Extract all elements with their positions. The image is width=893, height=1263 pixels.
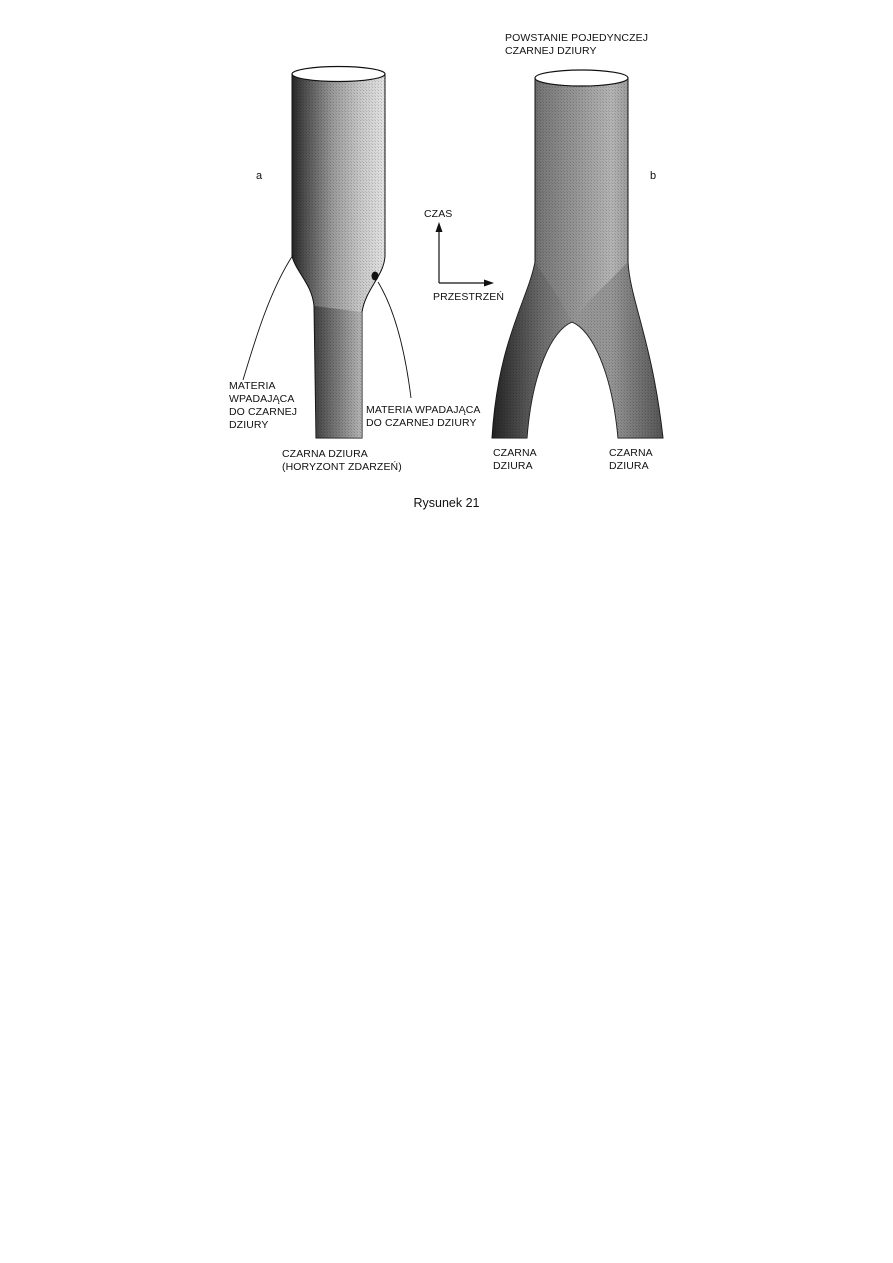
panel-b-letter: b [650, 170, 657, 182]
panel-a-top-opening [292, 67, 385, 82]
time-axis-label: CZAS [424, 208, 453, 220]
panel-a-black-hole-label [282, 448, 402, 474]
panel-b-tube [492, 70, 663, 438]
panel-a-matter-right-label [366, 404, 481, 430]
panel-a-matter-right-line-2: DO CZARNEJ DZIURY [366, 417, 477, 429]
panel-a-matter-right-line-1: MATERIA WPADAJĄCA [366, 404, 481, 416]
panel-a-leader-right [378, 282, 411, 398]
space-axis-label: PRZESTRZEŃ [433, 291, 505, 303]
time-axis-arrowhead [436, 222, 443, 232]
panel-b-formation-line-1: POWSTANIE POJEDYNCZEJ [505, 32, 649, 44]
panel-a-letter: a [256, 170, 263, 182]
panel-a-matter-left-line-1: MATERIA [229, 380, 276, 392]
spacetime-axes [436, 222, 495, 287]
panel-a-black-hole-line-2: (HORYZONT ZDARZEŃ) [282, 461, 402, 473]
panel-b-formation-label [505, 32, 648, 58]
panel-b-top-opening [535, 70, 628, 86]
panel-b-left-hole-line-1: CZARNA [493, 447, 537, 459]
panel-a-black-hole-line-1: CZARNA DZIURA [282, 448, 368, 460]
panel-b-tube-texture [492, 78, 663, 438]
panel-a-tube [292, 67, 385, 439]
panel-a-matter-spot [372, 272, 379, 281]
panel-a-matter-left-line-3: DO CZARNEJ [229, 406, 298, 418]
panel-b-formation-line-2: CZARNEJ DZIURY [505, 45, 597, 57]
panel-a-matter-left-line-2: WPADAJĄCA [229, 393, 295, 405]
panel-a-tube-texture [292, 74, 385, 438]
panel-b-left-hole-line-2: DZIURA [493, 460, 533, 472]
panel-a-leader-left [243, 255, 293, 380]
panel-b-left-hole-label [493, 447, 537, 473]
panel-b-right-hole-line-1: CZARNA [609, 447, 653, 459]
panel-a-matter-left-line-4: DZIURY [229, 419, 269, 431]
panel-b-right-hole-label [609, 447, 653, 473]
panel-b-right-hole-line-2: DZIURA [609, 460, 649, 472]
figure-caption: Rysunek 21 [413, 496, 480, 510]
space-axis-arrowhead [484, 280, 494, 287]
panel-a-matter-left-label [229, 380, 297, 432]
